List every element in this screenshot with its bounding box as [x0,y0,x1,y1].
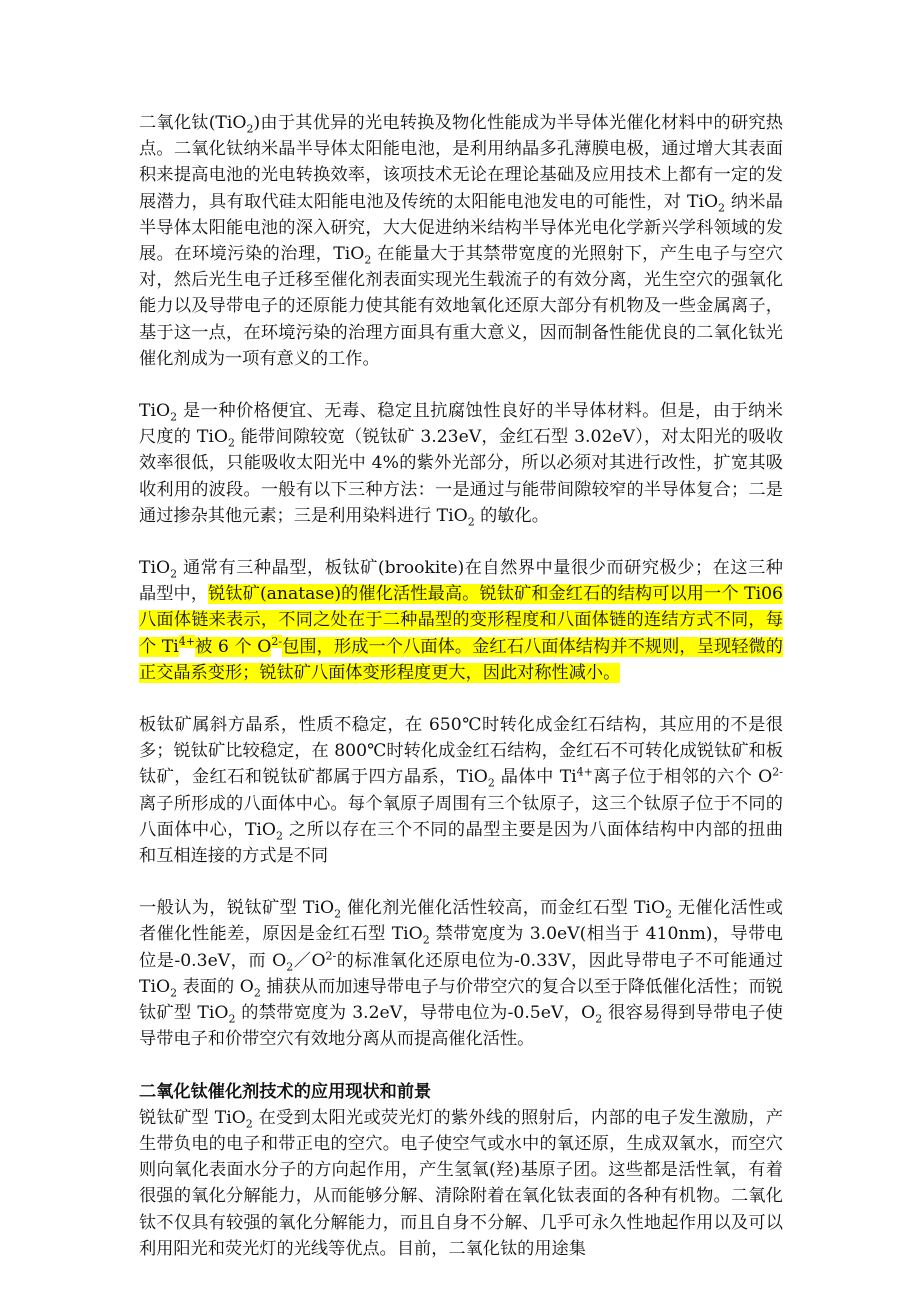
subscript: 2 [245,1117,253,1131]
subscript: 2 [286,960,294,974]
superscript: 2- [325,948,337,962]
subscript: 2 [227,436,235,450]
subscript: 2 [170,567,178,581]
subscript: 2 [718,201,726,215]
superscript: 2- [772,765,783,779]
paragraph-applications: 锐钛矿型 TiO$_2$ 在受到太阳光或荧光灯的紫外线的照射后，内部的电子发生激励，产生带负电的电子和带正电的空穴。电子使空气或水中的氧还原，生成双氧水，而空穴则向氧化表面水分子的方向起作用，产生氢氧(羟)基原子团。这些都是活性氧，有着很强的氧化分解能力，从而能够分解、清除附着在氧化钛表面的各种有机物。二氧化钛不仅具有较强的氧化分解能力，而且自身不分解、几乎可永久性地起作用以及可以利用阳光和荧光灯的光线等优点。目前，二氧化钛的用途集 [139,1107,784,1259]
subscript: 2 [228,1012,236,1026]
highlighted-text: 锐钛矿(anatase)的催化活性最高。锐钛矿和金红石的结构可以用一个 Ti06 八面体链来表示，不同之处在于二种晶型的变形程度和八面体链的连结方式不同，每个 Ti [139,584,783,657]
subscript: 2 [665,907,673,921]
subscript: 2 [364,253,372,267]
subscript: 2 [487,776,495,790]
paragraph-anatase-activity: 一般认为，锐钛矿型 TiO$_2$ 催化剂光催化活性较高，而金红石型 TiO$_2$ 无催化活性或者催化性能差，原因是金红石型 TiO$_2$ 禁带宽度为 3.0eV(相当于 410nm)，导带电位是-0.3eV，而 $O_2/O^{2-}$的标准氧化还原电位为-0.33V，因此导带电子不可能通过 TiO$_2$ 表面的 $O_2$ 捕获从而加速导带电子与价带空穴的复合以至于降低催化活性；而锐钛矿型 TiO$_2$ 的禁带宽度为 3.2eV，导带电位为-0.5eV，$O_2$ 很容易得到导带电子使导带电子和价带空穴有效地分离从而提高催化活性。 [139,898,784,1050]
highlighted-superscript: 4+ [178,634,196,648]
subscript: 2 [334,907,342,921]
paragraph-brookite: 板钛矿属斜方晶系，性质不稳定，在 650℃时转化成金红石结构，其应用的不是很多；锐钛矿比较稳定，在 800℃时转化成金红石结构，金红石不可转化成锐钛矿和板钛矿，金红石和锐钛矿都属于四方晶系，TiO$_2$ 晶体中 $Ti^{4+}$离子位于相邻的六个 $O^{2-}$离子所形成的八面体中心。每个氧原子周围有三个钛原子，这三个钛原子位于不同的八面体中心，TiO$_2$ 之所以存在三个不同的晶型主要是因为八面体结构中内部的扭曲和互相连接的方式是不同 [139,715,784,867]
subscript: 2 [467,515,475,529]
highlighted-text: 被 6 个 O [195,636,272,657]
paragraph-properties: TiO$_2$ 是一种价格便宜、无毒、稳定且抗腐蚀性良好的半导体材料。但是，由于纳米尺度的 TiO$_2$ 能带间隙较宽（锐钛矿 3.23eV，金红石型 3.02eV），对太阳光的吸收效率很低，只能吸收太阳光中 4%的紫外光部分，所以必须对其进行改性，扩宽其吸收利用的波段。一般有以下三种方法：一是通过与能带间隙较窄的半导体复合；二是通过掺杂其他元素；三是利用染料进行 TiO$_2$ 的敏化。 [139,401,784,529]
superscript: 4+ [576,765,593,779]
subscript: 2 [170,410,178,424]
subscript: 2 [253,986,261,1000]
subscript: 2 [595,1012,603,1026]
subscript: 2 [422,933,430,947]
highlighted-superscript: 2- [271,634,283,648]
subscript: 2 [246,122,254,136]
paragraph-intro: 二氧化钛(TiO$_2$)由于其优异的光电转换及物化性能成为半导体光催化材料中的研究热点。二氧化钛纳米晶半导体太阳能电池，是利用纳晶多孔薄膜电极，通过增大其表面积来提高电池的光电转换效率，该项技术无论在理论基础及应用技术上都有一定的发展潜力，具有取代硅太阳能电池及传统的太阳能电池发电的可能性，对 TiO$_2$ 纳米晶半导体太阳能电池的深入研究，大大促进纳米结构半导体光电化学新兴学科领域的发展。在环境污染的治理，TiO$_2$ 在能量大于其禁带宽度的光照射下，产生电子与空穴对，然后光生电子迁移至催化剂表面实现光生载流子的有效分离，光生空穴的强氧化能力以及导带电子的还原能力使其能有效地氧化还原大部分有机物及一些金属离子，基于这一点，在环境污染的治理方面具有重大意义，因而制备性能优良的二氧化钛光催化剂成为一项有意义的工作。 [139,113,783,369]
paragraph-crystal-forms: TiO$_2$ 通常有三种晶型，板钛矿(brookite)在自然界中量很少而研究极少；在这三种晶型中，锐钛矿(anatase)的催化活性最高。锐钛矿和金红石的结构可以用一个 Ti06 八面体链来表示，不同之处在于二种晶型的变形程度和八面体链的连结方式不同，每个 $Ti^{4+}$被 6 个 $O^{2-}$包围，形成一个八面体。金红石八面体结构并不规则，呈现轻微的正交晶系变形；锐钛矿八面体变形程度更大，因此对称性减小。 [139,558,783,683]
section-heading: 二氧化钛催化剂技术的应用现状和前景 [139,1081,432,1102]
subscript: 2 [170,986,178,1000]
highlighted-text: 包围，形成一个八面体。金红石八面体结构并不规则，呈现轻微的正交晶系变形；锐钛矿八面体变形程度更大，因此对称性减小。 [139,636,783,683]
document-page [139,110,783,1262]
subscript: 2 [276,829,284,843]
